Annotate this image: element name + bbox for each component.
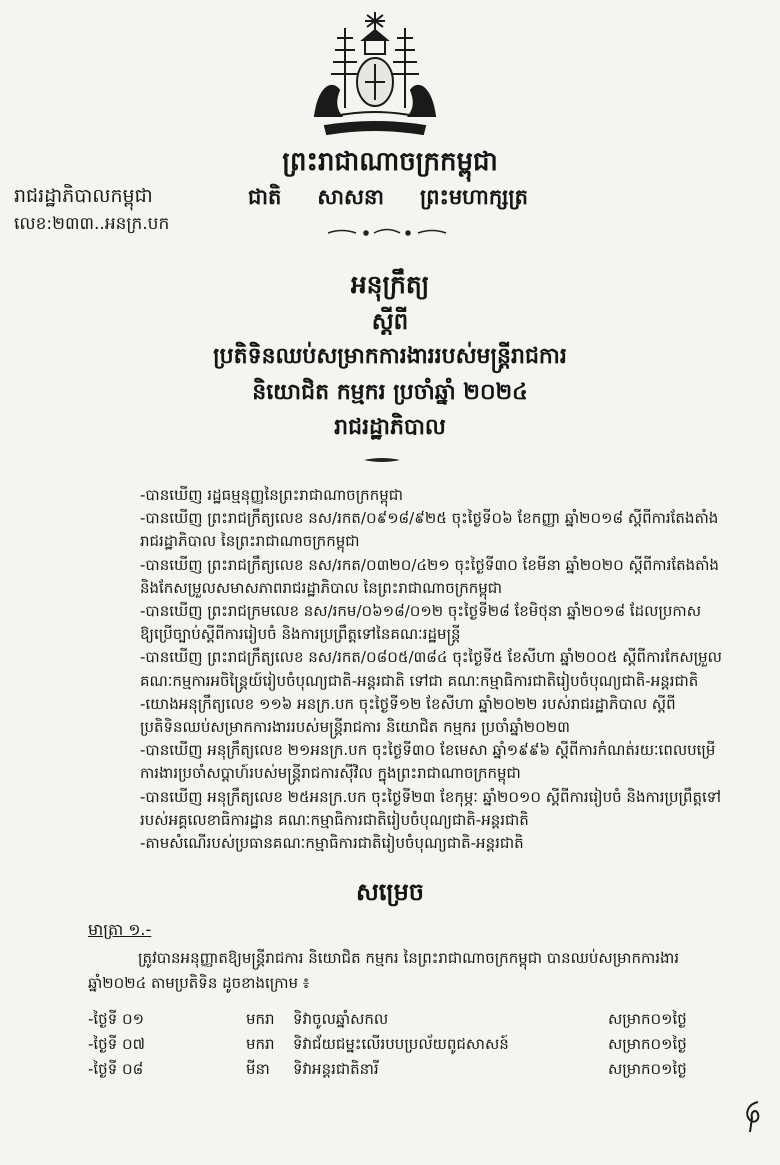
- motto-religion: សាសនា: [317, 185, 384, 209]
- preamble-line: -បានឃើញ អនុក្រឹត្យលេខ ២៥អនក្រ.បក ចុះថ្ងៃទី២៣ ខែកុម្ភៈ ឆ្នាំ២០១០ ស្តីពីការរៀបចំ និងការប្រព្រឹត្តទៅ: [140, 787, 722, 806]
- preamble-line: គណៈកម្មការអចិន្ត្រៃយ៍រៀបចំបុណ្យជាតិ-អន្តរជាតិ ទៅជា គណៈកម្មាធិការជាតិរៀបចំបុណ្យជាតិ-អន្តរជាតិ: [140, 671, 699, 690]
- holiday-name: ទិវាអន្តរជាតិនារី: [293, 1060, 379, 1078]
- about-label: ស្តីពី: [371, 309, 409, 335]
- title-divider-icon: [362, 456, 402, 464]
- preamble-line: ប្រតិទិនឈប់សម្រាកការងាររបស់មន្ត្រីរាជការ និយោជិត កម្មករ ប្រចាំឆ្នាំ២០២៣: [140, 718, 570, 737]
- holiday-month: មករា: [246, 1010, 275, 1028]
- holiday-day: -ថ្ងៃទី ០៧: [88, 1035, 145, 1053]
- kingdom-title: ព្រះរាជាណាចក្រកម្ពុជា: [282, 147, 498, 177]
- reference-number: លេខ:២៣៣..អនក្រ.បក: [14, 214, 170, 234]
- holiday-row: [88, 1057, 738, 1082]
- document-type: អនុក្រឹត្យ: [350, 270, 430, 299]
- subject-line-2: និយោជិត កម្មករ ប្រចាំឆ្នាំ ២០២៤: [252, 380, 528, 405]
- preamble-line: -បានឃើញ ព្រះរាជក្រឹត្យលេខ នស/រកត/០៨០៥/៣៨៤ ចុះថ្ងៃទី៥ ខែសីហា ឆ្នាំ២០០៥ ស្តីពីការកែសម្រួល: [140, 648, 722, 667]
- holiday-month: មីនា: [246, 1060, 270, 1078]
- handwritten-initial-icon: [740, 1098, 768, 1134]
- preamble-line: -បានឃើញ រដ្ឋធម្មនុញ្ញនៃព្រះរាជាណាចក្រកម្ពុជា: [140, 486, 404, 504]
- holiday-list: [88, 1007, 738, 1082]
- holiday-leave: សម្រាក០១ថ្ងៃ: [608, 1010, 687, 1028]
- holiday-leave: សម្រាក០១ថ្ងៃ: [608, 1060, 687, 1078]
- preamble-list: [140, 484, 740, 855]
- preamble-line: ការងារប្រចាំសប្តាហ៍របស់មន្ត្រីរាជការស៊ីវិល ក្នុងព្រះរាជាណាចក្រកម្ពុជា: [140, 764, 521, 783]
- national-motto: [248, 183, 528, 211]
- holiday-leave: សម្រាក០១ថ្ងៃ: [608, 1035, 687, 1053]
- preamble-line: រាជរដ្ឋាភិបាល នៃព្រះរាជាណាចក្រកម្ពុជា: [140, 532, 360, 551]
- preamble-line: របស់អគ្គលេខាធិការដ្ឋាន គណៈកម្មាធិការជាតិរៀបចំបុណ្យជាតិ-អន្តរជាតិ: [140, 810, 529, 829]
- article-body: ត្រូវបានអនុញ្ញាតឱ្យមន្ត្រីរាជការ និយោជិត កម្មករ នៃព្រះរាជាណាចក្រកម្ពុជា បានឈប់សម្រាកការងារ ឆ្នាំ២០២៤ តាមប្រតិទិន ដូចខាងក្រោម ៖: [88, 949, 680, 992]
- preamble-line: -បានឃើញ ព្រះរាជក្រឹត្យលេខ នស/រកត/០៩១៨/៩២៥ ចុះថ្ងៃទី០៦ ខែកញ្ញា ឆ្នាំ២០១៨ ស្តីពីការតែងតាំង: [140, 509, 719, 528]
- article-number: មាត្រា ១.-: [88, 920, 152, 939]
- holiday-row: [88, 1032, 738, 1057]
- issuer-name: រាជរដ្ឋាភិបាល: [334, 415, 446, 440]
- preamble-line: -បានឃើញ ព្រះរាជក្រមលេខ នស/រកម/០៦១៨/០១២ ចុះថ្ងៃទី២៨ ខែមិថុនា ឆ្នាំ២០១៨ ដែលប្រកាស: [140, 602, 701, 621]
- motto-nation: ជាតិ: [248, 185, 282, 209]
- holiday-day: -ថ្ងៃទី ០៨: [88, 1060, 144, 1078]
- preamble-line: -យោងអនុក្រឹត្យលេខ ១១៦ អនក្រ.បក ចុះថ្ងៃទី១២ ខែសីហា ឆ្នាំ២០២២ របស់រាជរដ្ឋាភិបាល ស្តីពី: [140, 694, 676, 713]
- preamble-line: -តាមសំណើរបស់ប្រធានគណៈកម្មាធិការជាតិរៀបចំបុណ្យជាតិ-អន្តរជាតិ: [140, 834, 524, 853]
- ornament-divider-icon: [322, 224, 452, 240]
- government-name: រាជរដ្ឋាភិបាលកម្ពុជា: [14, 185, 153, 207]
- holiday-row: [88, 1007, 738, 1032]
- preamble-line: -បានឃើញ អនុក្រឹត្យលេខ ២១អនក្រ.បក ចុះថ្ងៃទី៣០ ខែមេសា ឆ្នាំ១៩៩៦ ស្តីពីការកំណត់រយៈពេលបម្រើ: [140, 741, 716, 760]
- subject-line-1: ប្រតិទិនឈប់សម្រាកការងាររបស់មន្ត្រីរាជការ: [213, 344, 567, 369]
- holiday-month: មករា: [246, 1035, 275, 1053]
- motto-king: ព្រះមហាក្សត្រ: [420, 185, 528, 209]
- holiday-day: -ថ្ងៃទី ០១: [88, 1010, 144, 1028]
- royal-emblem-icon: [305, 8, 445, 138]
- preamble-line: -បានឃើញ ព្រះរាជក្រឹត្យលេខ នស/រកត/០៣២០/៤២១ ចុះថ្ងៃទី៣០ ខែមីនា ឆ្នាំ២០២០ ស្តីពីការតែងតាំង: [140, 555, 719, 574]
- preamble-line: និងកែសម្រួលសមាសភាពរាជរដ្ឋាភិបាល នៃព្រះរាជាណាចក្រកម្ពុជា: [140, 578, 503, 597]
- holiday-name: ទិវាជ័យជម្នះលើរបបប្រល័យពូជសាសន៍: [293, 1035, 509, 1053]
- decision-heading: សម្រេច: [355, 878, 425, 906]
- holiday-name: ទិវាចូលឆ្នាំសកល: [293, 1010, 389, 1028]
- preamble-line: ឱ្យប្រើច្បាប់ស្តីពីការរៀបចំ និងការប្រព្រឹត្តទៅនៃគណៈរដ្ឋមន្ត្រី: [140, 625, 461, 644]
